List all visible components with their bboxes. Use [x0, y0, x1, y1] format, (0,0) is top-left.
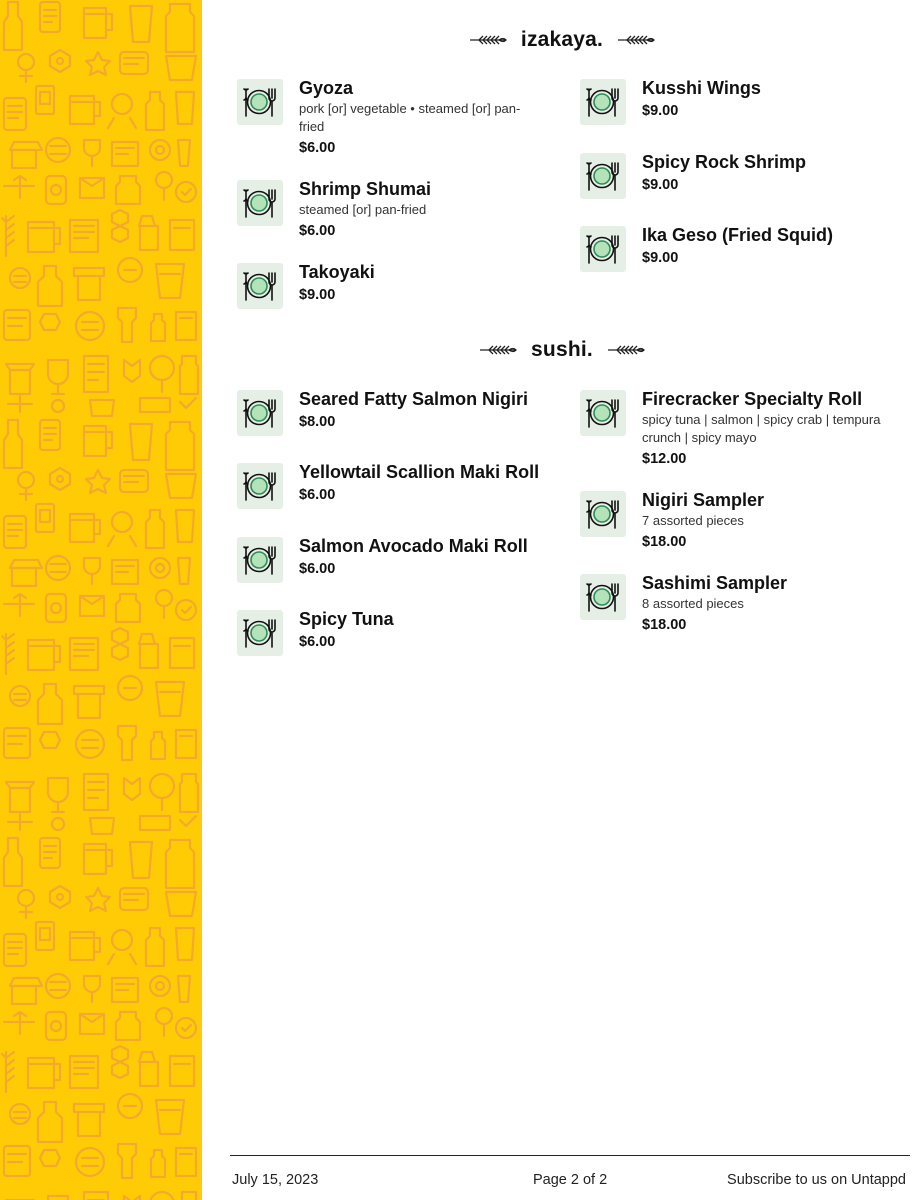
- plate-fork-spoon-icon: [580, 79, 626, 125]
- menu-content: [202, 0, 922, 1200]
- item-name: Nigiri Sampler: [642, 490, 765, 510]
- item-description: pork [or] vegetable • steamed [or] pan-fried: [299, 101, 521, 134]
- plate-fork-spoon-icon: [237, 79, 283, 125]
- item-price: $8.00: [299, 414, 336, 430]
- plate-fork-spoon-icon: [237, 180, 283, 226]
- item-price: $9.00: [299, 287, 336, 303]
- wheat-icon: [469, 34, 507, 46]
- item-name: Spicy Rock Shrimp: [642, 152, 807, 172]
- item-name: Spicy Tuna: [299, 609, 394, 629]
- wheat-icon: [617, 34, 655, 46]
- item-name: Firecracker Specialty Roll: [642, 389, 863, 409]
- footer-subscribe-link[interactable]: Subscribe to us on Untappd: [727, 1172, 906, 1188]
- section-header-izakaya: [202, 25, 922, 55]
- item-price: $18.00: [642, 617, 687, 633]
- item-price: $6.00: [299, 223, 336, 239]
- plate-fork-spoon-icon: [237, 537, 283, 583]
- item-price: $6.00: [299, 634, 336, 650]
- item-description: 8 assorted pieces: [642, 596, 744, 611]
- item-name: Salmon Avocado Maki Roll: [299, 536, 528, 556]
- item-name: Ika Geso (Fried Squid): [642, 225, 834, 245]
- item-price: $6.00: [299, 140, 336, 156]
- item-price: $18.00: [642, 534, 687, 550]
- plate-fork-spoon-icon: [237, 610, 283, 656]
- item-price: $6.00: [299, 561, 336, 577]
- plate-fork-spoon-icon: [580, 491, 626, 537]
- item-description: spicy tuna | salmon | spicy crab | tempura crunch | spicy mayo: [642, 412, 881, 445]
- sidebar-pattern: [0, 0, 202, 1200]
- section-title: izakaya.: [520, 28, 604, 51]
- plate-fork-spoon-icon: [237, 463, 283, 509]
- plate-fork-spoon-icon: [237, 390, 283, 436]
- item-name: Takoyaki: [299, 262, 375, 282]
- item-description: steamed [or] pan-fried: [299, 202, 427, 217]
- item-price: $9.00: [642, 250, 679, 266]
- plate-fork-spoon-icon: [237, 263, 283, 309]
- item-price: $6.00: [299, 487, 336, 503]
- footer-date: July 15, 2023: [232, 1172, 319, 1188]
- item-name: Shrimp Shumai: [299, 179, 432, 199]
- item-name: Seared Fatty Salmon Nigiri: [299, 389, 529, 409]
- wheat-icon: [607, 344, 645, 356]
- plate-fork-spoon-icon: [580, 390, 626, 436]
- item-name: Gyoza: [299, 78, 354, 98]
- section-header-sushi: [202, 335, 922, 365]
- item-name: Kusshi Wings: [642, 78, 761, 98]
- item-description: 7 assorted pieces: [642, 513, 744, 528]
- wheat-icon: [479, 344, 517, 356]
- plate-fork-spoon-icon: [580, 153, 626, 199]
- item-name: Yellowtail Scallion Maki Roll: [299, 462, 540, 482]
- item-price: $12.00: [642, 451, 687, 467]
- section-title: sushi.: [531, 338, 593, 361]
- item-name: Sashimi Sampler: [642, 573, 788, 593]
- plate-fork-spoon-icon: [580, 226, 626, 272]
- footer-divider: [230, 1155, 910, 1156]
- footer-page-number: Page 2 of 2: [533, 1172, 608, 1188]
- item-price: $9.00: [642, 177, 679, 193]
- item-price: $9.00: [642, 103, 679, 119]
- beer-pattern-background: [0, 0, 202, 1200]
- plate-fork-spoon-icon: [580, 574, 626, 620]
